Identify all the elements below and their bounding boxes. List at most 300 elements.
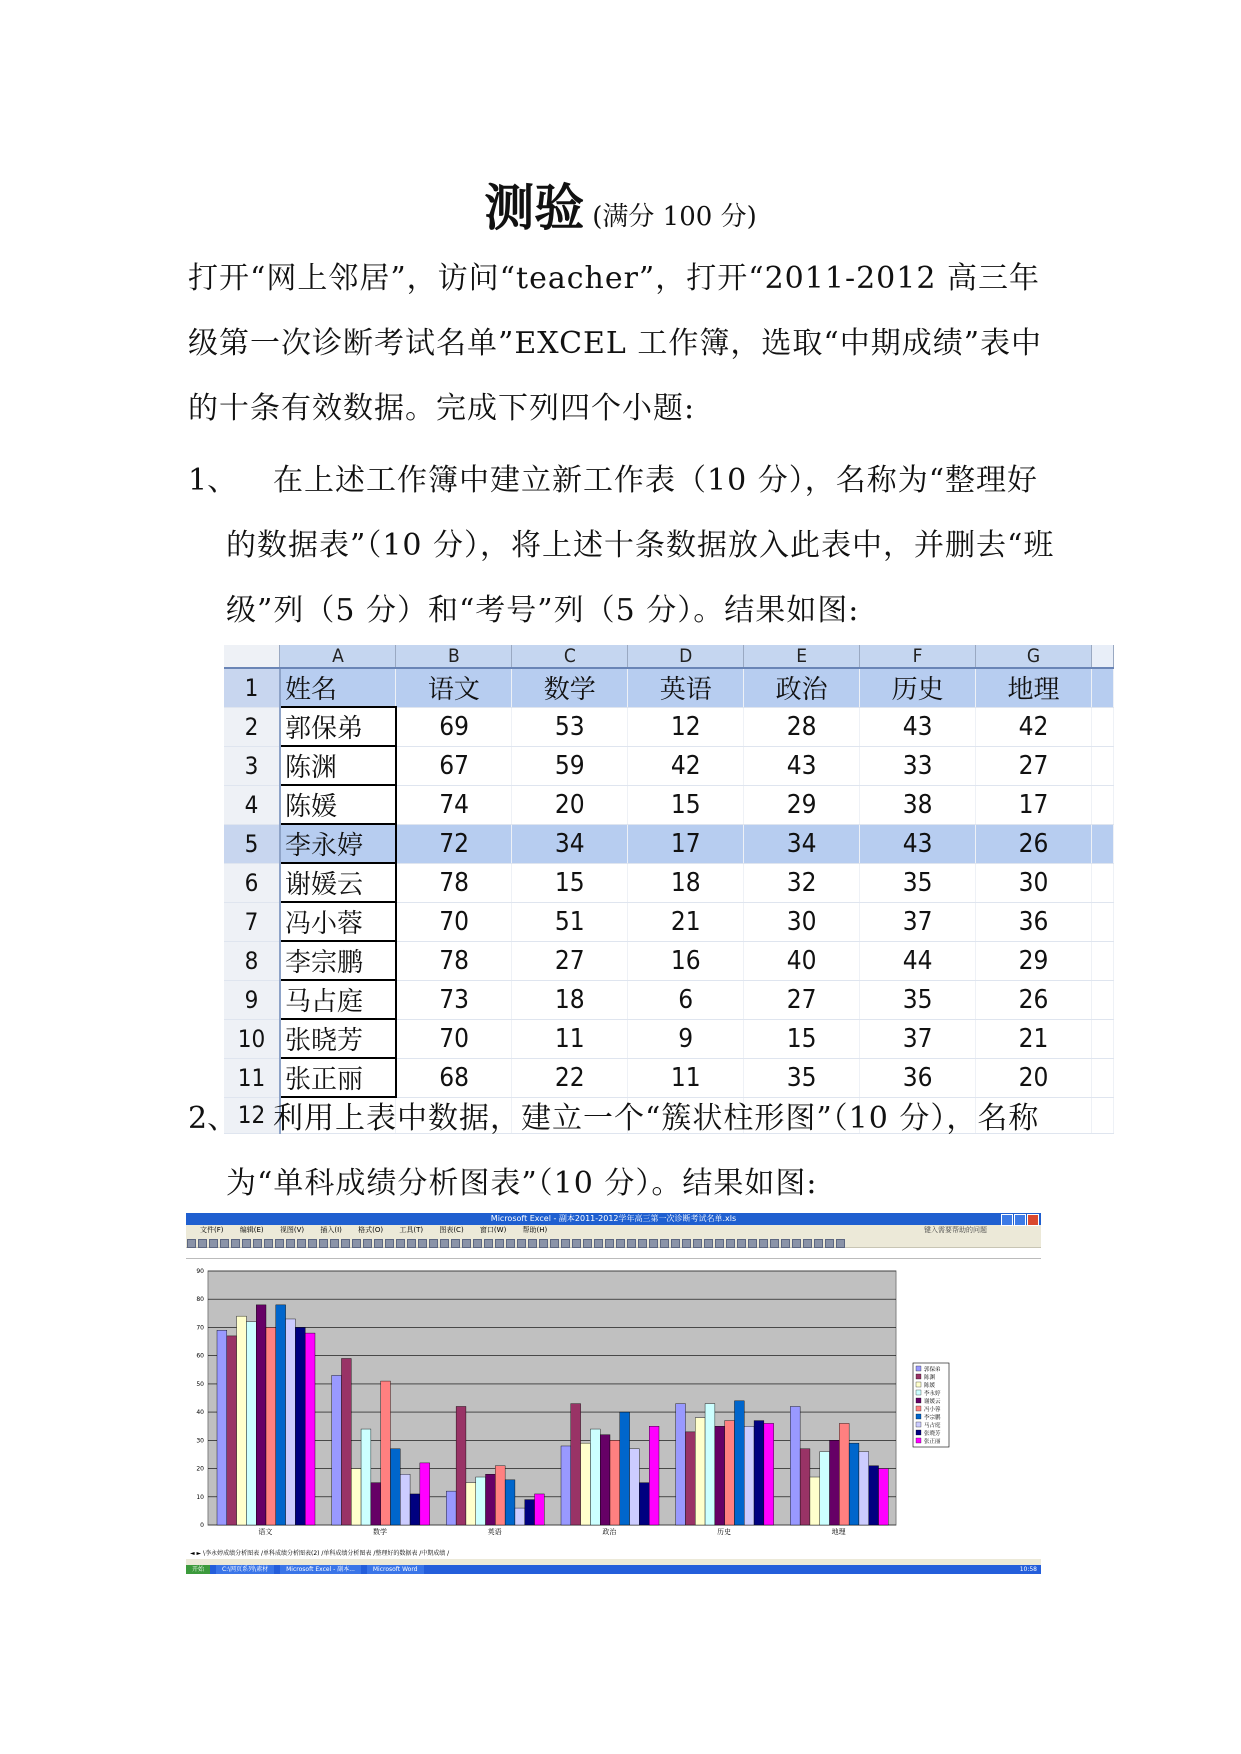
score-cell[interactable]: 21 — [628, 902, 744, 941]
legend-entry: 冯小蓉 — [924, 1407, 941, 1413]
chart-bar — [410, 1494, 420, 1525]
score-cell[interactable]: 18 — [628, 863, 744, 902]
taskbar-item[interactable]: C:\网页系列\素材 — [216, 1565, 274, 1574]
clustered-bar-chart — [186, 1259, 1041, 1549]
row-number[interactable]: 1 — [224, 668, 280, 707]
legend-entry: 张晓芳 — [924, 1431, 941, 1437]
legend-swatch — [916, 1382, 921, 1387]
taskbar-item[interactable]: Microsoft Excel - 副本... — [280, 1565, 361, 1574]
row-number[interactable]: 3 — [224, 746, 280, 785]
legend-entry: 李永婷 — [924, 1391, 941, 1397]
item-1-line: 在上述工作簿中建立新工作表（10 分），名称为“整理好 — [273, 463, 1039, 498]
table-row — [224, 1019, 1114, 1058]
toolbar-button-icon[interactable] — [242, 1239, 251, 1248]
toolbar-button-icon[interactable] — [550, 1239, 559, 1248]
score-cell[interactable]: 72 — [396, 824, 512, 863]
help-search-box[interactable]: 键入需要帮助的问题 — [924, 1226, 987, 1234]
toolbar-button-icon[interactable] — [495, 1239, 504, 1248]
col-letter[interactable]: F — [860, 645, 976, 668]
score-cell[interactable]: 35 — [860, 980, 976, 1019]
score-cell[interactable]: 11 — [512, 1019, 628, 1058]
chart-bar — [341, 1358, 351, 1525]
menu-item[interactable]: 窗口(W) — [479, 1226, 507, 1234]
score-cell[interactable]: 28 — [744, 707, 860, 746]
taskbar-item[interactable]: Microsoft Word — [367, 1565, 424, 1574]
score-cell[interactable]: 43 — [860, 707, 976, 746]
legend-swatch — [916, 1414, 921, 1419]
legend-swatch — [916, 1406, 921, 1411]
legend-swatch — [916, 1430, 921, 1435]
chart-bar — [381, 1381, 391, 1525]
menu-item[interactable]: 文件(F) — [200, 1226, 224, 1234]
header-cell[interactable]: 政治 — [744, 668, 860, 707]
table-row — [224, 1058, 1114, 1097]
chart-bar — [734, 1401, 744, 1525]
sheet-tabs[interactable]: ◄ ► \李永婷成绩分析图表 /单科成绩分析图表(2) /单科成绩分析图表 /整理好的数据表 /中期成绩 / — [186, 1549, 1045, 1559]
formula-bar[interactable] — [186, 1248, 1041, 1259]
toolbar-button-icon[interactable] — [715, 1239, 724, 1248]
intro-line: 的十条有效数据。完成下列四个小题: — [188, 391, 696, 426]
table-row — [224, 980, 1114, 1019]
score-cell[interactable]: 26 — [976, 980, 1092, 1019]
toolbar-button-icon[interactable] — [187, 1239, 196, 1248]
table-row — [224, 941, 1114, 980]
score-cell[interactable]: 27 — [512, 941, 628, 980]
score-cell[interactable]: 44 — [860, 941, 976, 980]
chart-bar — [649, 1426, 659, 1525]
toolbar-button-icon[interactable] — [517, 1239, 526, 1248]
intro-line: 打开“网上邻居”，访问“teacher”，打开“2011-2012 高三年 — [188, 261, 1040, 296]
title-subtitle: (满分 100 分) — [592, 202, 757, 232]
menu-item[interactable]: 视图(V) — [279, 1226, 305, 1234]
table-row — [224, 902, 1114, 941]
score-cell[interactable]: 34 — [744, 824, 860, 863]
excel-toolbar — [186, 1235, 1041, 1248]
toolbar-button-icon[interactable] — [418, 1239, 427, 1248]
score-cell[interactable]: 34 — [512, 824, 628, 863]
score-cell[interactable]: 11 — [628, 1058, 744, 1097]
toolbar-button-icon[interactable] — [363, 1239, 372, 1248]
row-number[interactable]: 9 — [224, 980, 280, 1019]
toolbar-button-icon[interactable] — [330, 1239, 339, 1248]
legend-entry: 陈媛 — [924, 1383, 936, 1389]
name-cell[interactable]: 冯小蓉 — [280, 902, 396, 941]
title-main: 测验 — [484, 179, 585, 237]
y-tick-label: 0 — [200, 1522, 204, 1529]
score-cell[interactable]: 40 — [744, 941, 860, 980]
toolbar-button-icon[interactable] — [275, 1239, 284, 1248]
legend-swatch — [916, 1422, 921, 1427]
toolbar-button-icon[interactable] — [836, 1239, 845, 1248]
item-2-line: 为“单科成绩分析图表”（10 分）。结果如图: — [226, 1166, 818, 1201]
chart-bar — [790, 1406, 800, 1525]
col-letter[interactable]: B — [396, 645, 512, 668]
toolbar-button-icon[interactable] — [825, 1239, 834, 1248]
score-cell[interactable]: 21 — [976, 1019, 1092, 1058]
toolbar-button-icon[interactable] — [209, 1239, 218, 1248]
score-cell[interactable]: 68 — [396, 1058, 512, 1097]
toolbar-button-icon[interactable] — [462, 1239, 471, 1248]
score-cell[interactable]: 38 — [860, 785, 976, 824]
toolbar-button-icon[interactable] — [385, 1239, 394, 1248]
score-cell[interactable]: 42 — [976, 707, 1092, 746]
y-tick-label: 90 — [196, 1268, 204, 1275]
chart-bar — [725, 1421, 735, 1525]
chart-bar — [351, 1469, 361, 1525]
legend-entry: 李宗鹏 — [924, 1415, 941, 1421]
chart-bar — [869, 1466, 879, 1525]
chart-bar — [505, 1480, 515, 1525]
toolbar-button-icon[interactable] — [649, 1239, 658, 1248]
row-number[interactable]: 10 — [224, 1019, 280, 1058]
menu-item[interactable]: 工具(T) — [399, 1226, 424, 1234]
score-cell[interactable]: 18 — [512, 980, 628, 1019]
score-cell[interactable]: 29 — [744, 785, 860, 824]
table-row — [224, 746, 1114, 785]
toolbar-button-icon[interactable] — [308, 1239, 317, 1248]
name-cell[interactable]: 陈媛 — [280, 785, 396, 824]
score-cell[interactable]: 51 — [512, 902, 628, 941]
row-number[interactable]: 8 — [224, 941, 280, 980]
excel-window-screenshot — [186, 1213, 1041, 1574]
toolbar-button-icon[interactable] — [660, 1239, 669, 1248]
chart-bar — [286, 1319, 296, 1525]
toolbar-button-icon[interactable] — [583, 1239, 592, 1248]
toolbar-button-icon[interactable] — [396, 1239, 405, 1248]
score-cell[interactable]: 29 — [976, 941, 1092, 980]
score-cell[interactable]: 78 — [396, 941, 512, 980]
score-cell[interactable]: 32 — [744, 863, 860, 902]
score-cell[interactable]: 42 — [628, 746, 744, 785]
chart-bar — [879, 1469, 889, 1525]
score-cell[interactable]: 17 — [976, 785, 1092, 824]
chart-bar — [515, 1508, 525, 1525]
chart-bar — [715, 1426, 725, 1525]
score-cell[interactable]: 43 — [860, 824, 976, 863]
name-cell[interactable]: 张正丽 — [280, 1058, 396, 1097]
chart-bar — [685, 1432, 695, 1525]
toolbar-button-icon[interactable] — [770, 1239, 779, 1248]
menu-item[interactable]: 格式(O) — [358, 1226, 384, 1234]
name-cell[interactable]: 张晓芳 — [280, 1019, 396, 1058]
header-cell[interactable]: 姓名 — [280, 668, 396, 707]
toolbar-button-icon[interactable] — [198, 1239, 207, 1248]
name-cell[interactable]: 谢媛云 — [280, 863, 396, 902]
legend-entry: 张正丽 — [924, 1439, 941, 1445]
menu-item[interactable]: 编辑(E) — [239, 1226, 264, 1234]
score-cell[interactable]: 37 — [860, 1019, 976, 1058]
score-cell[interactable]: 43 — [744, 746, 860, 785]
menu-item[interactable]: 帮助(H) — [522, 1226, 548, 1234]
select-all-corner[interactable] — [224, 645, 280, 668]
excel-menu-bar — [186, 1225, 1041, 1235]
chart-area — [186, 1259, 1041, 1549]
legend-swatch — [916, 1366, 921, 1371]
table-row — [224, 785, 1114, 824]
chart-bar — [581, 1443, 591, 1525]
header-cell[interactable]: 地理 — [976, 668, 1092, 707]
x-tick-label: 地理 — [831, 1528, 846, 1536]
score-cell[interactable]: 27 — [976, 746, 1092, 785]
taskbar-clock: 10:58 — [1019, 1566, 1037, 1573]
y-tick-label: 20 — [196, 1465, 204, 1473]
y-tick-label: 50 — [196, 1380, 204, 1388]
chart-bar — [256, 1305, 266, 1525]
y-tick-label: 30 — [196, 1437, 204, 1445]
name-cell[interactable]: 马占庭 — [280, 980, 396, 1019]
row-number[interactable]: 6 — [224, 863, 280, 902]
toolbar-button-icon[interactable] — [539, 1239, 548, 1248]
chart-bar — [237, 1316, 247, 1525]
excel-window-title: Microsoft Excel - 副本2011-2012学年高三第一次诊断考试名单.xls — [490, 1214, 737, 1223]
chart-bar — [276, 1305, 286, 1525]
y-tick-label: 80 — [196, 1296, 204, 1304]
name-cell[interactable]: 李永婷 — [280, 824, 396, 863]
menu-item[interactable]: 图表(C) — [439, 1226, 464, 1234]
excel-title-bar — [186, 1213, 1041, 1225]
chart-bar — [695, 1418, 705, 1525]
chart-bar — [630, 1449, 640, 1525]
toolbar-button-icon[interactable] — [319, 1239, 328, 1248]
chart-bar — [371, 1483, 381, 1525]
col-letter[interactable]: E — [744, 645, 860, 668]
chart-bar — [849, 1443, 859, 1525]
chart-bar — [295, 1327, 305, 1525]
row-number[interactable]: 11 — [224, 1058, 280, 1097]
chart-bar — [305, 1333, 315, 1525]
toolbar-button-icon[interactable] — [616, 1239, 625, 1248]
score-cell[interactable]: 74 — [396, 785, 512, 824]
x-tick-label: 数学 — [373, 1528, 387, 1536]
toolbar-button-icon[interactable] — [253, 1239, 262, 1248]
chart-bar — [420, 1463, 430, 1525]
chart-bar — [820, 1452, 830, 1525]
toolbar-button-icon[interactable] — [638, 1239, 647, 1248]
chart-bar — [590, 1429, 600, 1525]
chart-bar — [217, 1330, 227, 1525]
header-cell[interactable]: 语文 — [396, 668, 512, 707]
score-cell[interactable]: 15 — [628, 785, 744, 824]
chart-bar — [456, 1406, 466, 1525]
chart-bar — [754, 1421, 764, 1525]
chart-bar — [486, 1474, 496, 1525]
toolbar-button-icon[interactable] — [341, 1239, 350, 1248]
toolbar-button-icon[interactable] — [671, 1239, 680, 1248]
toolbar-button-icon[interactable] — [561, 1239, 570, 1248]
windows-taskbar — [186, 1565, 1041, 1574]
name-cell[interactable]: 李宗鹏 — [280, 941, 396, 980]
score-cell[interactable]: 12 — [628, 707, 744, 746]
chart-bar — [859, 1452, 869, 1525]
toolbar-button-icon[interactable] — [506, 1239, 515, 1248]
legend-swatch — [916, 1374, 921, 1379]
x-tick-label: 历史 — [717, 1528, 731, 1536]
toolbar-button-icon[interactable] — [792, 1239, 801, 1248]
chart-bar — [266, 1327, 276, 1525]
toolbar-button-icon[interactable] — [374, 1239, 383, 1248]
score-cell[interactable]: 16 — [628, 941, 744, 980]
toolbar-button-icon[interactable] — [737, 1239, 746, 1248]
toolbar-button-icon[interactable] — [759, 1239, 768, 1248]
score-cell[interactable]: 22 — [512, 1058, 628, 1097]
chart-bar — [620, 1412, 630, 1525]
chart-bar — [495, 1466, 505, 1525]
table-row — [224, 863, 1114, 902]
y-tick-label: 60 — [196, 1352, 204, 1360]
toolbar-button-icon[interactable] — [231, 1239, 240, 1248]
item-1-number: 1、 — [188, 463, 238, 498]
score-cell[interactable]: 70 — [396, 902, 512, 941]
score-cell[interactable]: 6 — [628, 980, 744, 1019]
table-row — [224, 707, 1114, 746]
legend-entry: 陈渊 — [924, 1375, 936, 1381]
toolbar-button-icon[interactable] — [748, 1239, 757, 1248]
table-row — [224, 668, 1114, 707]
score-cell[interactable]: 73 — [396, 980, 512, 1019]
table-row — [224, 824, 1114, 863]
legend-entry: 谢媛云 — [924, 1399, 941, 1405]
toolbar-button-icon[interactable] — [407, 1239, 416, 1248]
col-letter[interactable]: D — [628, 645, 744, 668]
x-tick-label: 语文 — [258, 1528, 273, 1536]
chart-bar — [400, 1474, 410, 1525]
toolbar-button-icon[interactable] — [528, 1239, 537, 1248]
score-cell[interactable]: 27 — [744, 980, 860, 1019]
col-letter[interactable]: C — [512, 645, 628, 668]
score-cell[interactable]: 30 — [976, 863, 1092, 902]
page-title — [0, 168, 1241, 240]
toolbar-button-icon[interactable] — [781, 1239, 790, 1248]
row-number[interactable]: 5 — [224, 824, 280, 863]
toolbar-button-icon[interactable] — [693, 1239, 702, 1248]
score-cell[interactable]: 69 — [396, 707, 512, 746]
row-number[interactable]: 7 — [224, 902, 280, 941]
column-header-row — [224, 645, 1114, 668]
toolbar-button-icon[interactable] — [473, 1239, 482, 1248]
chart-bar — [639, 1483, 649, 1525]
toolbar-button-icon[interactable] — [682, 1239, 691, 1248]
chart-bar — [744, 1426, 754, 1525]
item-1-line: 的数据表”（10 分），将上述十条数据放入此表中，并删去“班 — [226, 528, 1055, 563]
chart-bar — [571, 1404, 581, 1525]
score-cell[interactable]: 26 — [976, 824, 1092, 863]
score-cell[interactable]: 17 — [628, 824, 744, 863]
row-number[interactable]: 12 — [224, 1097, 280, 1134]
score-cell[interactable]: 33 — [860, 746, 976, 785]
legend-swatch — [916, 1438, 921, 1443]
toolbar-button-icon[interactable] — [484, 1239, 493, 1248]
x-tick-label: 英语 — [487, 1528, 502, 1536]
toolbar-button-icon[interactable] — [297, 1239, 306, 1248]
score-cell[interactable]: 15 — [512, 863, 628, 902]
intro-line: 级第一次诊断考试名单”EXCEL 工作簿，选取“中期成绩”表中 — [188, 326, 1043, 361]
toolbar-button-icon[interactable] — [572, 1239, 581, 1248]
x-tick-label: 政治 — [602, 1528, 617, 1536]
toolbar-button-icon[interactable] — [814, 1239, 823, 1248]
toolbar-button-icon[interactable] — [627, 1239, 636, 1248]
toolbar-button-icon[interactable] — [605, 1239, 614, 1248]
toolbar-button-icon[interactable] — [286, 1239, 295, 1248]
chart-bar — [476, 1477, 486, 1525]
menu-item[interactable]: 插入(I) — [320, 1226, 342, 1234]
y-tick-label: 40 — [196, 1409, 204, 1417]
toolbar-button-icon[interactable] — [704, 1239, 713, 1248]
header-cell[interactable]: 数学 — [512, 668, 628, 707]
y-tick-label: 70 — [196, 1324, 204, 1332]
header-cell[interactable]: 英语 — [628, 668, 744, 707]
score-cell[interactable]: 15 — [744, 1019, 860, 1058]
name-cell[interactable]: 陈渊 — [280, 746, 396, 785]
item-2-number: 2、 — [188, 1101, 238, 1136]
score-cell[interactable]: 67 — [396, 746, 512, 785]
score-cell[interactable]: 30 — [744, 902, 860, 941]
toolbar-button-icon[interactable] — [594, 1239, 603, 1248]
toolbar-button-icon[interactable] — [440, 1239, 449, 1248]
toolbar-button-icon[interactable] — [352, 1239, 361, 1248]
item-2-line: 利用上表中数据，建立一个“簇状柱形图”（10 分），名称 — [273, 1101, 1040, 1136]
score-cell[interactable]: 35 — [744, 1058, 860, 1097]
toolbar-button-icon[interactable] — [726, 1239, 735, 1248]
y-tick-label: 10 — [196, 1493, 204, 1501]
score-cell[interactable]: 36 — [860, 1058, 976, 1097]
name-cell[interactable]: 郭保弟 — [280, 707, 396, 746]
chart-bar — [610, 1440, 620, 1525]
row-number[interactable]: 4 — [224, 785, 280, 824]
score-cell[interactable]: 78 — [396, 863, 512, 902]
item-1-line: 级”列（5 分）和“考号”列（5 分）。结果如图: — [226, 593, 860, 628]
score-cell[interactable]: 9 — [628, 1019, 744, 1058]
chart-bar — [800, 1449, 810, 1525]
chart-bar — [246, 1322, 256, 1525]
toolbar-button-icon[interactable] — [429, 1239, 438, 1248]
col-letter[interactable]: G — [976, 645, 1092, 668]
chart-bar — [705, 1404, 715, 1525]
score-cell[interactable]: 70 — [396, 1019, 512, 1058]
legend-swatch — [916, 1398, 921, 1403]
toolbar-button-icon[interactable] — [451, 1239, 460, 1248]
score-cell[interactable]: 20 — [512, 785, 628, 824]
chart-bar — [810, 1477, 820, 1525]
intro-paragraph — [188, 246, 1068, 441]
chart-bar — [466, 1483, 476, 1525]
score-cell[interactable]: 36 — [976, 902, 1092, 941]
toolbar-button-icon[interactable] — [264, 1239, 273, 1248]
toolbar-button-icon[interactable] — [803, 1239, 812, 1248]
score-cell[interactable]: 53 — [512, 707, 628, 746]
chart-bar — [764, 1423, 774, 1525]
toolbar-button-icon[interactable] — [220, 1239, 229, 1248]
start-button[interactable]: 开始 — [186, 1565, 210, 1574]
chart-bar — [361, 1429, 371, 1525]
chart-bar — [561, 1446, 571, 1525]
score-cell[interactable]: 37 — [860, 902, 976, 941]
score-cell[interactable]: 35 — [860, 863, 976, 902]
header-cell[interactable]: 历史 — [860, 668, 976, 707]
chart-bar — [839, 1423, 849, 1525]
chart-bar — [446, 1491, 456, 1525]
legend-entry: 马占庭 — [924, 1423, 941, 1429]
row-number[interactable]: 2 — [224, 707, 280, 746]
chart-bar — [600, 1435, 610, 1525]
score-cell[interactable]: 20 — [976, 1058, 1092, 1097]
chart-bar — [227, 1336, 237, 1525]
score-cell[interactable]: 59 — [512, 746, 628, 785]
chart-bar — [535, 1494, 545, 1525]
chart-bar — [390, 1449, 400, 1525]
col-letter[interactable]: A — [280, 645, 396, 668]
legend-entry: 郭保弟 — [924, 1367, 941, 1373]
legend-swatch — [916, 1390, 921, 1395]
